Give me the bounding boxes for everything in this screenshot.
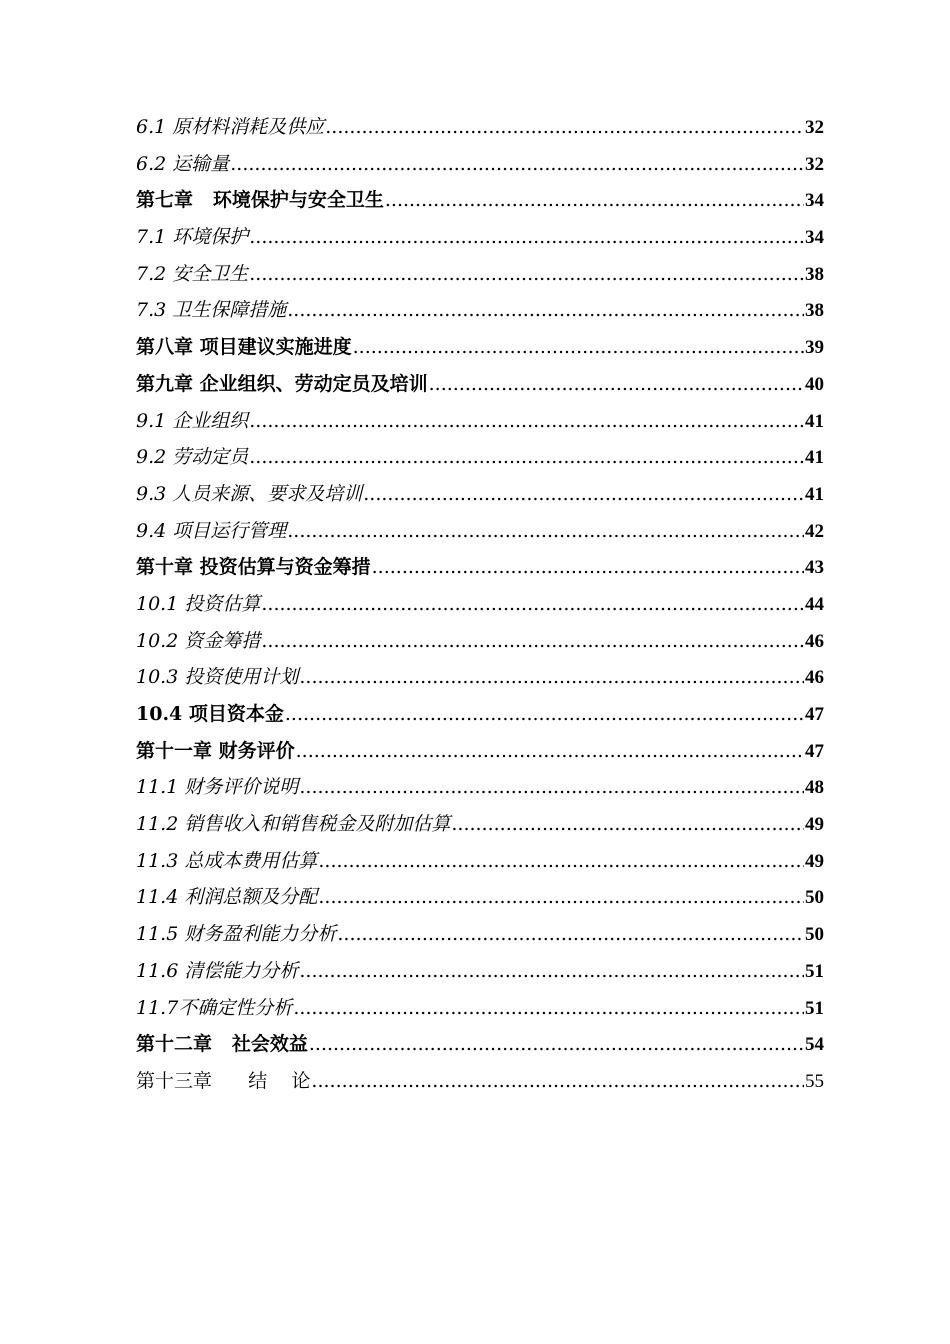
toc-entry-title: 11.4 利润总额及分配 — [136, 886, 318, 909]
toc-entry[interactable] — [136, 1026, 824, 1063]
toc-entry-title: 11.3 总成本费用估算 — [136, 849, 318, 872]
toc-page-number: 38 — [805, 263, 824, 285]
toc-entry[interactable] — [136, 146, 824, 183]
toc-dot-leader — [249, 403, 804, 440]
toc-entry[interactable] — [136, 806, 824, 843]
toc-page-number: 49 — [805, 814, 824, 836]
toc-entry-title: 第十一章 财务评价 — [136, 739, 295, 762]
toc-entry-title: 10.3 投资使用计划 — [136, 666, 299, 689]
toc-page-number: 44 — [805, 593, 824, 615]
toc-entry[interactable] — [136, 1063, 824, 1100]
toc-dot-leader — [249, 219, 804, 256]
toc-entry-title: 10.1 投资估算 — [136, 592, 261, 615]
toc-dot-leader — [325, 109, 804, 146]
toc-entry-title: 第七章 环境保护与安全卫生 — [136, 189, 384, 212]
toc-dot-leader — [299, 953, 804, 990]
toc-dot-leader — [285, 696, 804, 733]
toc-entry[interactable] — [136, 990, 824, 1027]
toc-page-number: 54 — [805, 1034, 824, 1056]
toc-entry-title: 9.1 企业组织 — [136, 409, 249, 432]
toc-entry[interactable] — [136, 182, 824, 219]
toc-entry-title: 10.2 资金筹措 — [136, 629, 261, 652]
toc-dot-leader — [299, 769, 804, 806]
toc-dot-leader — [261, 623, 804, 660]
toc-entry[interactable] — [136, 623, 824, 660]
toc-entry-title: 11.5 财务盈利能力分析 — [136, 923, 337, 946]
toc-dot-leader — [230, 146, 804, 183]
toc-page-number: 46 — [805, 667, 824, 689]
toc-dot-leader — [249, 256, 804, 293]
toc-entry-title: 11.6 清偿能力分析 — [136, 959, 299, 982]
toc-entry[interactable] — [136, 879, 824, 916]
toc-entry-title: 9.3 人员来源、要求及培训 — [136, 482, 363, 505]
toc-entry[interactable] — [136, 476, 824, 513]
toc-entry-title: 11.1 财务评价说明 — [136, 776, 299, 799]
toc-page-number: 51 — [805, 997, 824, 1019]
toc-entry-title: 11.2 销售收入和销售税金及附加估算 — [136, 813, 451, 836]
toc-entry[interactable] — [136, 769, 824, 806]
toc-entry[interactable] — [136, 329, 824, 366]
toc-dot-leader — [337, 916, 804, 953]
toc-page-number: 34 — [805, 190, 824, 212]
toc-dot-leader — [261, 586, 804, 623]
toc-dot-leader — [451, 806, 804, 843]
toc-entry[interactable] — [136, 256, 824, 293]
toc-entry-title: 9.4 项目运行管理 — [136, 519, 287, 542]
toc-dot-leader — [287, 513, 804, 550]
toc-entry-title: 9.2 劳动定员 — [136, 446, 249, 469]
toc-page-number: 41 — [805, 410, 824, 432]
toc-page-number: 40 — [805, 373, 824, 395]
toc-dot-leader — [309, 1026, 804, 1063]
toc-dot-leader — [287, 292, 804, 329]
toc-entry[interactable] — [136, 366, 824, 403]
toc-entry[interactable] — [136, 659, 824, 696]
toc-dot-leader — [311, 1063, 804, 1100]
toc-page-number: 34 — [805, 227, 824, 249]
toc-entry[interactable] — [136, 733, 824, 770]
toc-dot-leader — [385, 182, 804, 219]
toc-page-number: 39 — [805, 337, 824, 359]
toc-dot-leader — [353, 329, 804, 366]
toc-page-number: 32 — [805, 117, 824, 138]
toc-entry-title: 11.7不确定性分析 — [136, 996, 293, 1019]
toc-entry-title: 7.2 安全卫生 — [136, 262, 249, 285]
toc-page-number: 32 — [805, 153, 824, 175]
toc-entry[interactable] — [136, 109, 824, 146]
toc-dot-leader — [293, 990, 804, 1027]
toc-page-number: 51 — [805, 960, 824, 982]
toc-page-number: 49 — [805, 850, 824, 872]
toc-page-number: 41 — [805, 483, 824, 505]
toc-entry-title: 10.4 项目资本金 — [136, 703, 284, 725]
toc-entry-title: 第十章 投资估算与资金筹措 — [136, 556, 371, 579]
toc-entry[interactable] — [136, 292, 824, 329]
toc-entry[interactable] — [136, 219, 824, 256]
toc-page-number: 38 — [805, 300, 824, 322]
toc-dot-leader — [296, 733, 804, 770]
toc-page-number: 42 — [805, 520, 824, 542]
toc-entry-title: 7.3 卫生保障措施 — [136, 299, 287, 322]
toc-page-number: 50 — [805, 924, 824, 946]
toc-page-number: 47 — [805, 740, 824, 762]
toc-entry[interactable] — [136, 696, 824, 733]
table-of-contents — [136, 109, 824, 1100]
toc-entry[interactable] — [136, 586, 824, 623]
toc-entry-title: 第九章 企业组织、劳动定员及培训 — [136, 372, 428, 395]
toc-page-number: 50 — [805, 887, 824, 909]
toc-entry[interactable] — [136, 513, 824, 550]
toc-entry-title: 第八章 项目建议实施进度 — [136, 336, 352, 359]
toc-entry-title: 第十二章 社会效益 — [136, 1033, 308, 1056]
toc-page-number: 48 — [805, 777, 824, 799]
toc-dot-leader — [363, 476, 804, 513]
toc-page-number: 43 — [805, 557, 824, 579]
toc-dot-leader — [249, 439, 804, 476]
toc-entry[interactable] — [136, 549, 824, 586]
toc-dot-leader — [318, 879, 804, 916]
toc-entry-title: 第十三章 结 论 — [136, 1069, 311, 1092]
toc-entry-title: 6.2 运输量 — [136, 152, 230, 175]
toc-entry-title: 7.1 环境保护 — [136, 226, 249, 249]
toc-page-number: 55 — [805, 1070, 824, 1092]
toc-entry[interactable] — [136, 916, 824, 953]
toc-page-number: 46 — [805, 630, 824, 652]
toc-page-number: 47 — [805, 704, 824, 725]
toc-page-number: 41 — [805, 447, 824, 469]
toc-entry[interactable] — [136, 953, 824, 990]
toc-dot-leader — [372, 549, 804, 586]
toc-entry-title: 6.1 原材料消耗及供应 — [136, 116, 325, 138]
toc-dot-leader — [299, 659, 804, 696]
toc-entry[interactable] — [136, 403, 824, 440]
toc-entry[interactable] — [136, 843, 824, 880]
toc-dot-leader — [318, 843, 804, 880]
toc-entry[interactable] — [136, 439, 824, 476]
toc-dot-leader — [429, 366, 804, 403]
